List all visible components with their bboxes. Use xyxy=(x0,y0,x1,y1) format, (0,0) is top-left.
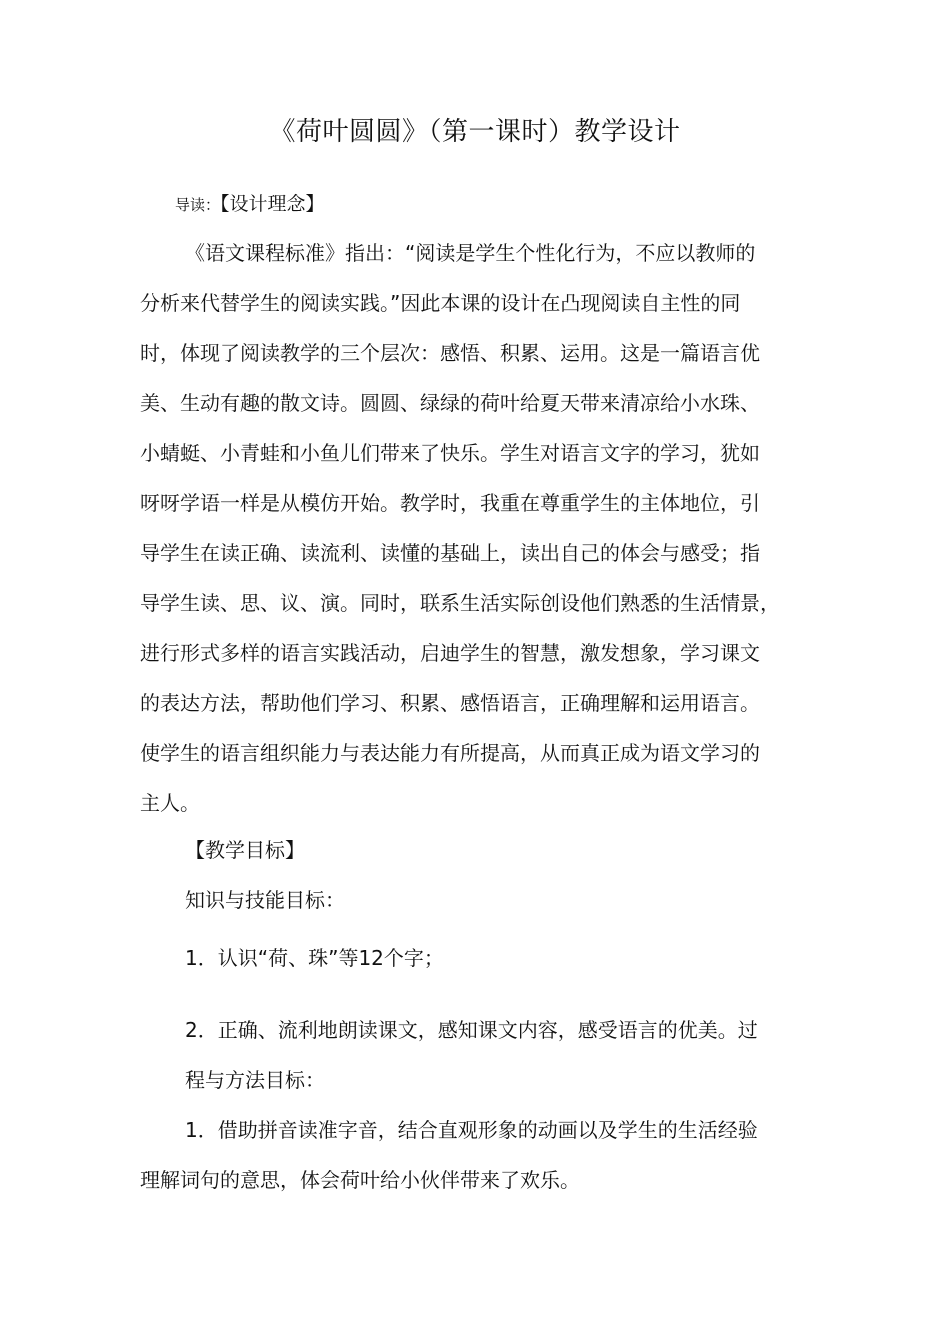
design-concept-paragraph xyxy=(140,228,830,828)
page-title: 《荷叶圆圆》（第一课时）教学设计 xyxy=(269,117,681,147)
process-item-1 xyxy=(140,1105,830,1205)
guide-line xyxy=(175,189,325,220)
paragraph-line: 程与方法目标： xyxy=(185,1068,325,1092)
paragraph-line: 使学生的语言组织能力与表达能力有所提高，从而真正成为语文学习的 xyxy=(140,741,760,765)
paragraph-line: 美、生动有趣的散文诗。圆圆、绿绿的荷叶给夏天带来清凉给小水珠、 xyxy=(140,391,760,415)
paragraph-line: 主人。 xyxy=(140,791,200,815)
paragraph-line: 1．借助拼音读准字音，结合直观形象的动画以及学生的生活经验 xyxy=(185,1118,758,1142)
paragraph-line: 2．正确、流利地朗读课文，感知课文内容，感受语言的优美。过 xyxy=(185,1018,758,1042)
guide-label: 导读： xyxy=(175,196,221,214)
paragraph-line: 时，体现了阅读教学的三个层次：感悟、积累、运用。这是一篇语言优 xyxy=(140,341,760,365)
knowledge-skills-heading: 知识与技能目标： xyxy=(185,888,345,912)
teaching-goals-heading: 【教学目标】 xyxy=(185,838,305,862)
knowledge-item-1: 1．认识“荷、珠”等12个字； xyxy=(185,946,444,970)
paragraph-line: 进行形式多样的语言实践活动，启迪学生的智慧，激发想象，学习课文 xyxy=(140,641,760,665)
paragraph-line: 呀呀学语一样是从模仿开始。教学时，我重在尊重学生的主体地位，引 xyxy=(140,491,760,515)
paragraph-line: 分析来代替学生的阅读实践。”因此本课的设计在凸现阅读自主性的同 xyxy=(140,291,741,315)
paragraph-line: 理解词句的意思，体会荷叶给小伙伴带来了欢乐。 xyxy=(140,1168,580,1192)
knowledge-item-2 xyxy=(185,1005,825,1105)
paragraph-line: 导学生读、思、议、演。同时，联系生活实际创设他们熟悉的生活情景， xyxy=(140,591,780,615)
paragraph-line: 《语文课程标准》指出：“阅读是学生个性化行为，不应以教师的 xyxy=(185,241,756,265)
paragraph-line: 小蜻蜓、小青蛙和小鱼儿们带来了快乐。学生对语言文字的学习，犹如 xyxy=(140,441,760,465)
paragraph-line: 导学生在读正确、读流利、读懂的基础上，读出自己的体会与感受；指 xyxy=(140,541,760,565)
paragraph-line: 的表达方法，帮助他们学习、积累、感悟语言，正确理解和运用语言。 xyxy=(140,691,760,715)
design-concept-heading: 【设计理念】 xyxy=(220,193,325,215)
